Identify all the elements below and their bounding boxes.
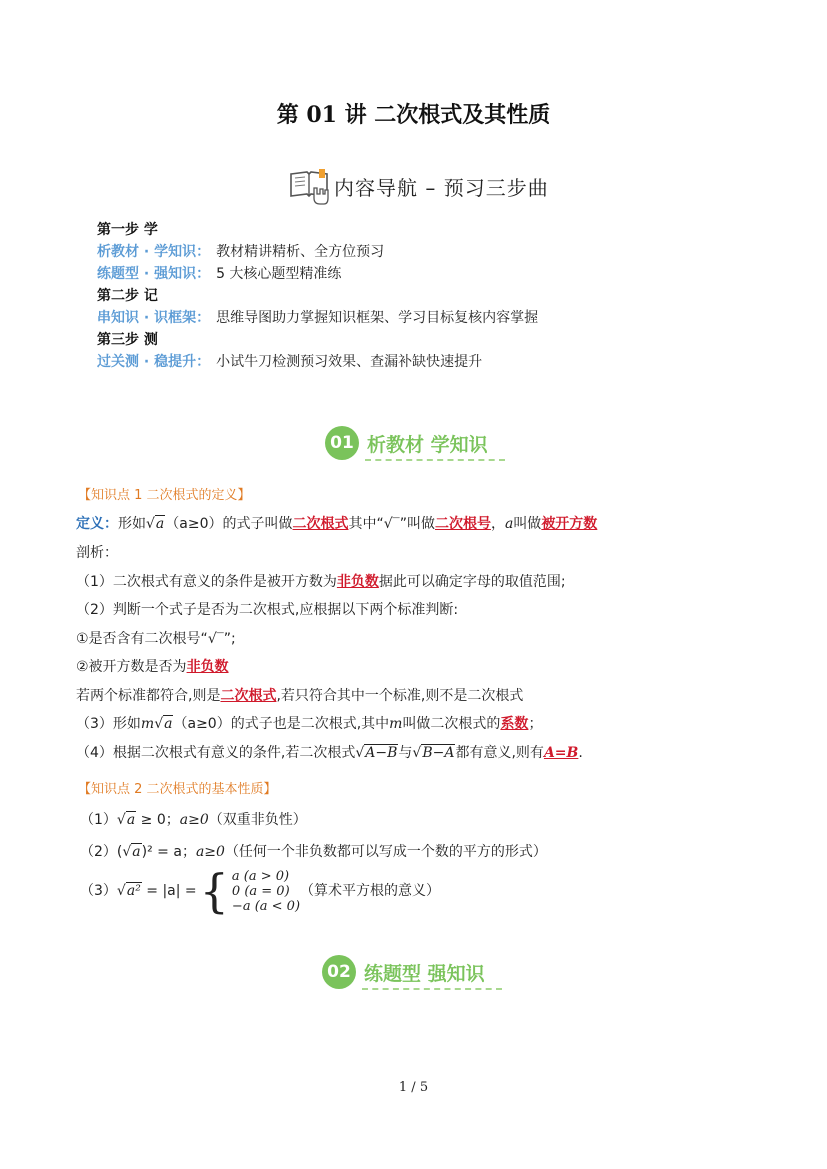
keyword-quadratic-radical: 二次根式 — [220, 688, 277, 704]
text: （3）形如 — [76, 716, 141, 732]
radicand: a — [126, 812, 136, 828]
text: ≥ 0； — [136, 812, 180, 828]
book-hand-icon — [288, 166, 332, 206]
radicand: a — [155, 516, 165, 532]
section-number-badge: 01 — [325, 426, 359, 460]
point-2c — [76, 686, 523, 706]
text: 形如 — [118, 516, 146, 532]
text: ”; — [223, 631, 236, 647]
analysis-label: 剖析： — [76, 545, 118, 561]
text: （1） — [80, 812, 117, 828]
sqrt-symbol: √ — [154, 716, 164, 732]
definition-label: 定义： — [76, 516, 118, 532]
step-row — [97, 307, 538, 329]
sqrt-symbol: √ — [355, 745, 365, 761]
text: 叫做二次根式的 — [402, 716, 501, 732]
step-2-title: 第二步 记 — [97, 288, 158, 304]
text: 与 — [398, 745, 413, 761]
text: 其中“ — [348, 516, 384, 532]
step-label: 析教材 · 学知识： — [97, 244, 211, 260]
nav-title: 内容导航 – 预习三步曲 — [334, 175, 549, 200]
step-row — [97, 263, 538, 285]
case: 0 (a = 0) — [231, 883, 290, 899]
text: 若两个标准都符合,则是 — [76, 688, 221, 704]
sqrt-symbol: √ — [116, 883, 126, 899]
text: ； — [528, 716, 543, 732]
text: 都有意义,则有 — [455, 745, 544, 761]
text: （任何一个非负数都可以写成一个数的平方的形式） — [224, 844, 547, 860]
section-number-badge: 02 — [322, 955, 356, 989]
text: 叫做 — [513, 516, 542, 532]
step-label: 过关测 · 稳提升： — [97, 354, 211, 370]
page-number: 1 / 5 — [398, 1080, 429, 1095]
text: （4）根据二次根式有意义的条件,若二次根式 — [76, 745, 356, 761]
page-title: 第 01 讲 二次根式及其性质 — [276, 102, 551, 128]
text: ①是否含有二次根号“ — [76, 631, 208, 647]
dashed-underline — [365, 459, 505, 461]
point-2: （2）判断一个式子是否为二次根式,应根据以下两个标准判断: — [76, 602, 459, 618]
property-3 — [80, 864, 441, 918]
section-01-header — [325, 426, 488, 460]
section-02-header — [322, 955, 485, 989]
left-brace: { — [199, 864, 229, 918]
text: = |a| = — [141, 883, 197, 899]
sqrt-symbol: √ — [146, 516, 155, 532]
keyword-a-equals-b: A=B — [543, 745, 579, 761]
text: ,若只符合其中一个标准,则不是二次根式 — [276, 688, 524, 704]
text: . — [578, 745, 583, 761]
condition: （a≥0） — [165, 516, 223, 532]
text: （3） — [80, 883, 117, 899]
text: （a≥0）的式子也是二次根式,其中 — [173, 716, 390, 732]
knowledge-point-1-heading: 【知识点 1 二次根式的定义】 — [78, 488, 251, 503]
text: ， — [490, 516, 505, 532]
knowledge-point-2-heading: 【知识点 2 二次根式的基本性质】 — [78, 782, 277, 797]
text: )² = a； — [141, 844, 196, 860]
variable-m: m — [389, 716, 403, 732]
step-label: 串知识 · 识框架： — [97, 310, 211, 326]
text: （1）二次根式有意义的条件是被开方数为 — [76, 574, 337, 590]
radicand: a — [132, 844, 141, 860]
section-title: 析教材 学知识 — [367, 433, 488, 456]
step-row — [97, 241, 538, 263]
point-3 — [76, 714, 542, 734]
case: a (a > 0) — [231, 868, 290, 884]
step-1-title: 第一步 学 — [97, 222, 158, 238]
condition: a≥0 — [195, 844, 225, 860]
sqrt-symbol: √‾ — [383, 516, 400, 532]
step-desc: 教材精讲精析、全方位预习 — [216, 244, 385, 260]
case: −a (a < 0) — [231, 898, 301, 914]
property-2 — [80, 842, 547, 862]
keyword-nonnegative: 非负数 — [336, 574, 379, 590]
text: 据此可以确定字母的取值范围; — [378, 574, 566, 590]
keyword-radicand: 被开方数 — [541, 516, 598, 532]
text: （双重非负性） — [208, 812, 307, 828]
radicand: B−A — [422, 745, 455, 761]
point-2a — [76, 629, 236, 649]
variable-m: m — [140, 716, 155, 732]
section-title: 练题型 强知识 — [364, 962, 485, 985]
radicand: a — [164, 716, 173, 732]
three-steps — [97, 219, 538, 373]
keyword-nonnegative: 非负数 — [186, 659, 229, 675]
step-label: 练题型 · 强知识： — [97, 266, 211, 282]
step-desc: 5 大核心题型精准练 — [216, 266, 342, 282]
step-desc: 小试牛刀检测预习效果、查漏补缺快速提升 — [216, 354, 483, 370]
variable-a: a — [504, 516, 514, 532]
radicand: a² — [126, 883, 141, 899]
definition-line — [76, 514, 597, 534]
dashed-underline — [362, 988, 502, 990]
text: 的式子叫做 — [222, 516, 293, 532]
step-row — [97, 351, 538, 373]
step-desc: 思维导图助力掌握知识框架、学习目标复核内容掌握 — [216, 310, 539, 326]
piecewise-cases — [197, 864, 301, 918]
point-2b — [76, 657, 229, 677]
text: ②被开方数是否为 — [76, 659, 187, 675]
keyword-quadratic-radical: 二次根式 — [292, 516, 349, 532]
sqrt-symbol: √ — [116, 812, 126, 828]
text: （2）( — [80, 844, 123, 860]
text: ”叫做 — [399, 516, 435, 532]
text: （算术平方根的意义） — [300, 883, 441, 899]
step-3-title: 第三步 测 — [97, 332, 158, 348]
sqrt-symbol: √ — [412, 745, 422, 761]
keyword-coefficient: 系数 — [500, 716, 529, 732]
point-1 — [76, 572, 566, 592]
sqrt-symbol: √‾ — [207, 631, 224, 647]
radicand: A−B — [365, 745, 398, 761]
keyword-radical-sign: 二次根号 — [434, 516, 491, 532]
condition: a≥0 — [179, 812, 209, 828]
cases-list — [232, 869, 300, 914]
sqrt-symbol: √ — [122, 844, 132, 860]
property-1 — [80, 810, 307, 830]
content-navigation — [288, 166, 549, 206]
point-4 — [76, 743, 583, 763]
